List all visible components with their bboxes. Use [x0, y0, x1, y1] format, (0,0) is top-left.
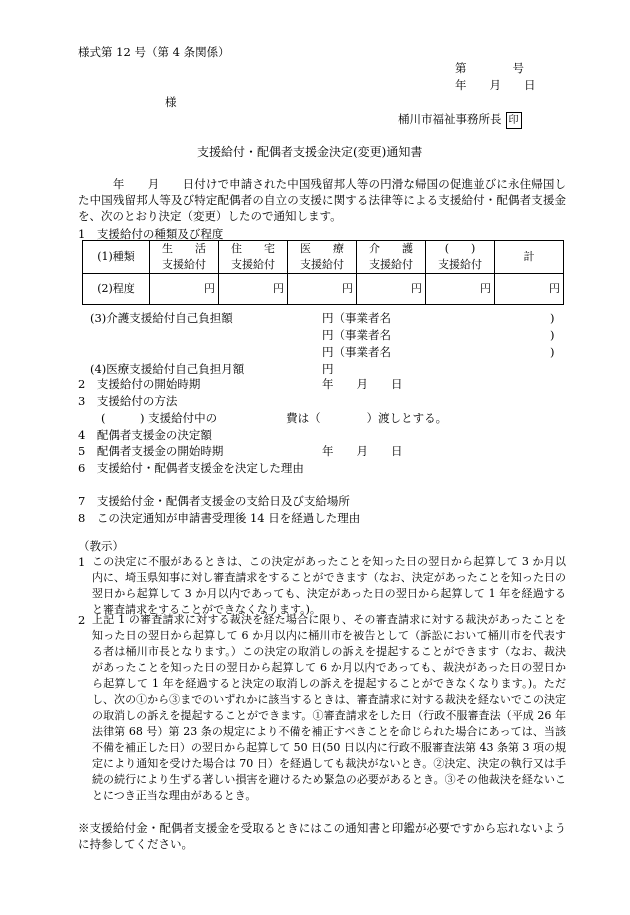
instruction-number: 1 — [78, 555, 86, 569]
instruction-heading: （教示） — [78, 539, 124, 553]
close-paren: ) — [550, 345, 555, 359]
footnote: ※支援給付金・配偶者支援金を受取るときにはこの通知書と印鑑が必要ですから忘れないように持参してください。 — [78, 821, 566, 851]
instruction-paragraph-1: この決定に不服があるときは、この決定があったことを知った日の翌日から起算して 3 か月以内に、埼玉県知事に対し審査請求をすることができます（なお、決定があったことを知った日の翌日から起算して 3 か月以内であっても、決定があった日の翌日から起算して 1 年を経過すると審査請求をすることができなくなります。)。 — [92, 555, 566, 616]
item4-label: (4)医療支援給付自己負担月額 — [90, 362, 245, 376]
amount-other: 円 — [426, 274, 495, 305]
item3-label: (3)介護支援給付自己負担額 — [90, 311, 233, 325]
amount-housing: 円 — [219, 274, 288, 305]
table-row — [83, 274, 564, 305]
col-total: 計 — [495, 241, 564, 274]
item-label: 3 支援給付の方法 — [78, 394, 178, 408]
item-label: 5 配偶者支援金の開始時期 — [78, 444, 224, 458]
item-label: 2 支援給付の開始時期 — [78, 377, 201, 391]
issuer-name: 桶川市福祉事務所長 — [398, 112, 502, 126]
col-medical: 医 療 支援給付 — [288, 241, 357, 274]
instruction-paragraph-2: 上記 1 の審査請求に対する裁決を経た場合に限り、その審査請求に対する裁決があったことを知った日の翌日から起算して 6 か月以内に桶川市を被告として（訴訟において桶川市を代表する者は桶川市長となります。）この決定の取消しの訴えを提起することができます（なお、裁決があったことを知った日の翌日から起算して 6 か月以内であっても、裁決があった日の翌日から起算して 1 年を経過すると決定の取消しの訴えを提起することができなくなります。)。ただし、次の①から③までのいずれかに該当するときは、審査請求に対する裁決を経ないでこの決定の取消しの訴えを提起することができます。①審査請求をした日（行政不服審査法（平成 26 年法律第 68 号）第 23 条の規定により不備を補正すべきことを命じられた場合にあっては、当該不備を補正した日）の翌日から起算して 50 日(50 日以内に行政不服審査法第 43 条第 3 項の規定により通知を受けた場合は 70 日）を経過しても裁決がないとき。②決定、決定の執行又は手続の続行により生ずる著しい損害を避けるため緊急の必要があるとき。③その他裁決を経ないことにつき正当な理由があるとき。 — [92, 613, 566, 802]
col-living: 生 活 支援給付 — [150, 241, 219, 274]
instruction-number: 2 — [78, 613, 86, 627]
intro-paragraph: 年 月 日付けで申請された中国残留邦人等の円滑な帰国の促進並びに永住帰国した中国残留邦人等及び特定配偶者の自立の支援に関する法律等による支援給付・配偶者支援金を、次のとおり決定（変更）したので通知します。 — [78, 177, 566, 223]
col-other: ( ) 支援給付 — [426, 241, 495, 274]
item3-line: 円（事業者名 — [322, 345, 391, 359]
close-paren: ) — [550, 311, 555, 325]
item-label: 8 この決定通知が申請書受理後 14 日を経過した理由 — [78, 511, 361, 525]
amount-total: 円 — [495, 274, 564, 305]
item-label: 6 支援給付・配偶者支援金を決定した理由 — [78, 461, 304, 475]
row-label-degree: (2)程度 — [83, 274, 150, 305]
item-value: 年 月 日 — [322, 377, 403, 391]
item-value: 年 月 日 — [322, 444, 403, 458]
amount-living: 円 — [150, 274, 219, 305]
amount-medical: 円 — [288, 274, 357, 305]
item-label: ( ) 支援給付中の 費は（ ）渡しとする。 — [78, 411, 448, 425]
col-nursing: 介 護 支援給付 — [357, 241, 426, 274]
form-number: 様式第 12 号（第 4 条関係） — [78, 45, 230, 59]
table-row — [83, 241, 564, 274]
item-label: 7 支援給付金・配偶者支援金の支給日及び支給場所 — [78, 494, 350, 508]
item4-value: 円 — [322, 362, 334, 376]
col-housing: 住 宅 支援給付 — [219, 241, 288, 274]
seal-mark: 印 — [506, 112, 522, 129]
item3-line: 円（事業者名 — [322, 311, 391, 325]
issue-date-label: 年 月 日 — [455, 78, 536, 92]
benefit-table — [82, 240, 564, 305]
issuer-line — [398, 111, 522, 129]
row-label-type: (1)種類 — [83, 241, 150, 274]
item3-line: 円（事業者名 — [322, 328, 391, 342]
document-number-label: 第 号 — [455, 61, 524, 75]
addressee-suffix: 様 — [165, 95, 177, 109]
amount-nursing: 円 — [357, 274, 426, 305]
section1-heading: 1 支援給付の種類及び程度 — [78, 227, 224, 241]
document-title: 支援給付・配偶者支援金決定(変更)通知書 — [197, 145, 423, 159]
close-paren: ) — [550, 328, 555, 342]
item-label: 4 配偶者支援金の決定額 — [78, 428, 212, 442]
